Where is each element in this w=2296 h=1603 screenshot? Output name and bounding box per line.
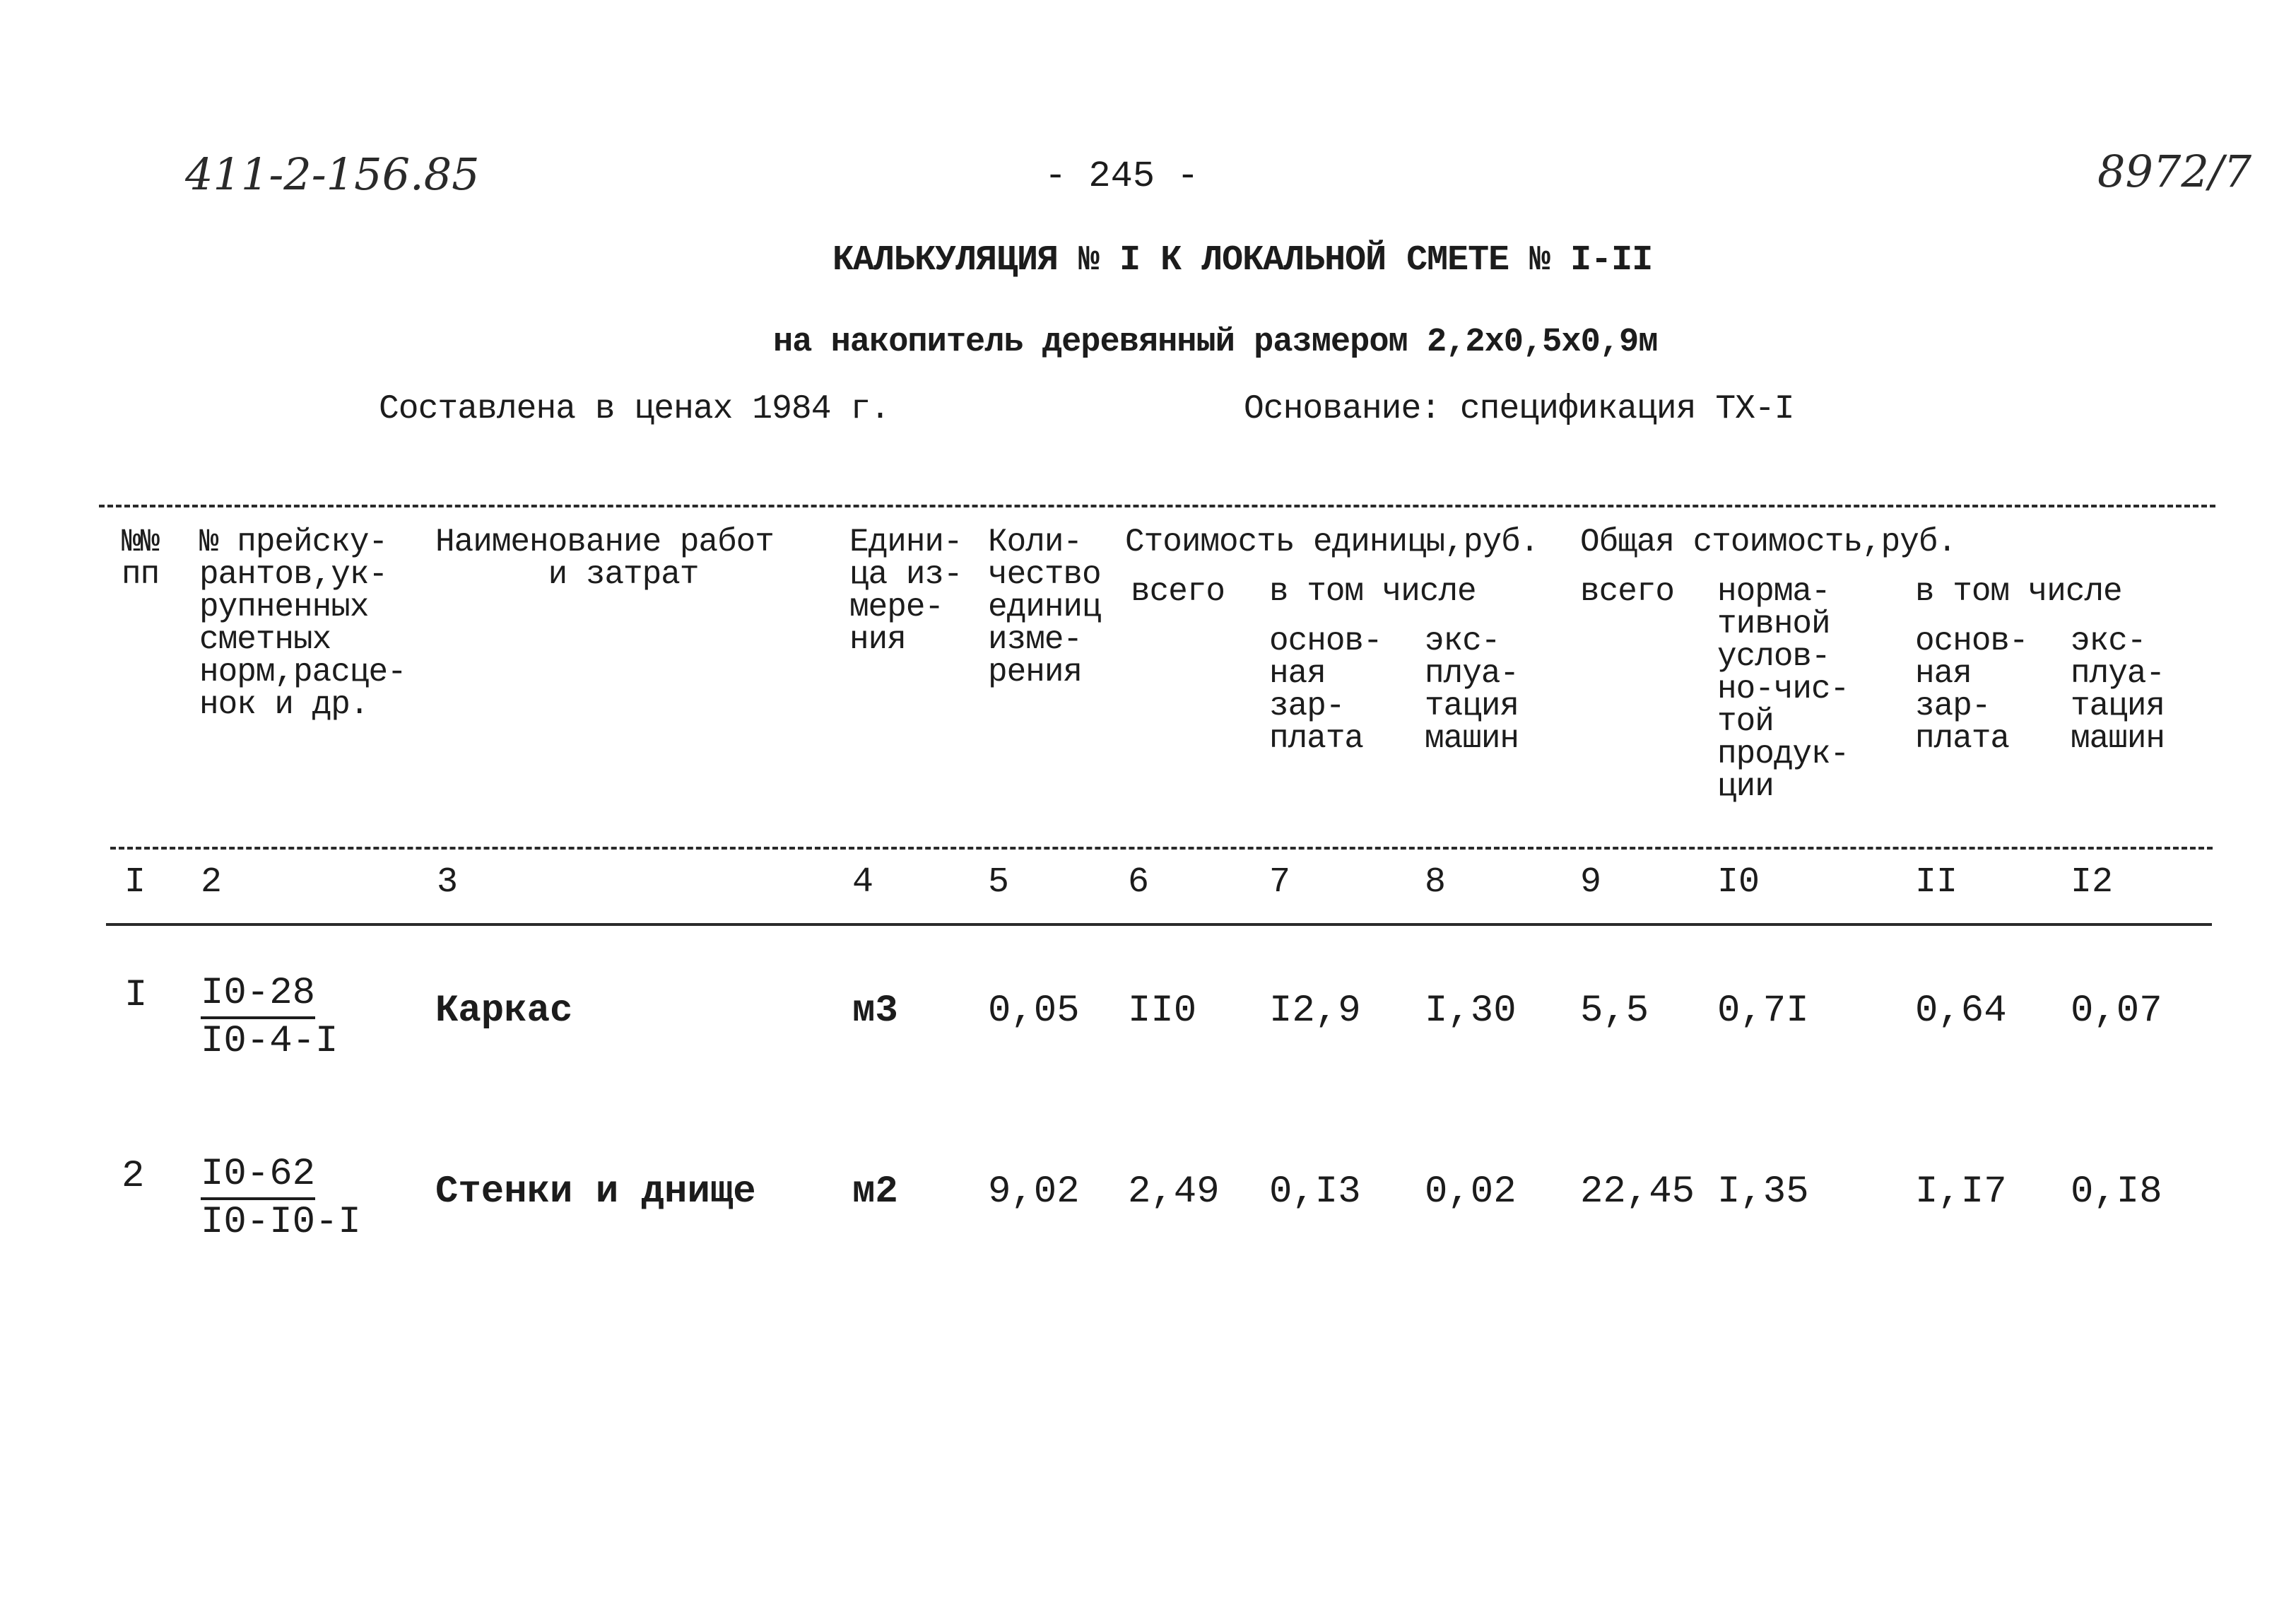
header-bottom-rule	[110, 847, 2213, 850]
price-code-top: I0-62	[201, 1152, 315, 1200]
total: 5,5	[1580, 990, 1649, 1033]
row-number: I	[124, 974, 148, 1017]
total: 22,45	[1580, 1170, 1695, 1214]
header-price-code: № прейску- рантов,ук- рупненных сметных норм,расце- нок и др.	[199, 524, 406, 723]
quantity: 0,05	[988, 990, 1080, 1033]
column-number: 5	[988, 862, 1010, 903]
column-number: I	[124, 862, 146, 903]
row-number: 2	[122, 1155, 145, 1198]
header-total-machine: экс- плуа- тация машин	[2071, 623, 2165, 757]
work-name: Стенки и днище	[435, 1170, 756, 1214]
header-unit-total: всего	[1131, 573, 1225, 610]
work-name: Каркас	[435, 990, 573, 1033]
column-number: 9	[1580, 862, 1602, 903]
total-wage: 0,64	[1915, 990, 2007, 1033]
column-number: 4	[852, 862, 874, 903]
header-unit-machine: экс- плуа- тация машин	[1425, 623, 1519, 757]
column-number: 3	[437, 862, 459, 903]
unit-machine: 0,02	[1425, 1170, 1517, 1214]
column-number: I0	[1717, 862, 1760, 903]
norm-product: 0,7I	[1717, 990, 1809, 1033]
column-number: 2	[201, 862, 223, 903]
header-unit-cost-group: Стоимость единицы,руб.	[1125, 524, 1539, 560]
basis-note: Основание: спецификация ТХ-I	[1244, 390, 1794, 428]
total-wage: I,I7	[1915, 1170, 2007, 1214]
header-total-including: в том числе	[1915, 573, 2122, 610]
page-number: - 245 -	[1044, 155, 1199, 197]
unit-total: 2,49	[1128, 1170, 1220, 1214]
sheet-code: 8972/7	[2097, 146, 2252, 197]
header-work-name: Наименование работ и затрат	[435, 524, 774, 593]
column-number: I2	[2071, 862, 2114, 903]
header-unit: Едини- ца из- мере- ния	[849, 524, 962, 658]
header-unit-wage: основ- ная зар- плата	[1269, 623, 1382, 757]
norm-product: I,35	[1717, 1170, 1809, 1214]
header-total: всего	[1580, 573, 1675, 610]
header-total-wage: основ- ная зар- плата	[1915, 623, 2028, 757]
document-title: КАЛЬКУЛЯЦИЯ № I К ЛОКАЛЬНОЙ СМЕТЕ № I-II	[832, 240, 1653, 281]
header-norm-product: норма- тивной услов- но-чис- той продук- ции	[1717, 573, 1849, 805]
unit-wage: 0,I3	[1269, 1170, 1361, 1214]
unit: м3	[852, 990, 898, 1033]
table-top-rule	[99, 505, 2215, 507]
header-unit-including: в том числе	[1269, 573, 1476, 610]
unit-wage: I2,9	[1269, 990, 1361, 1033]
price-code-top: I0-28	[201, 971, 315, 1019]
column-number: 7	[1269, 862, 1291, 903]
total-machine: 0,07	[2071, 990, 2162, 1033]
price-code	[201, 1152, 361, 1245]
header-total-cost-group: Общая стоимость,руб.	[1580, 524, 1957, 560]
prices-note: Составлена в ценах 1984 г.	[379, 390, 890, 428]
unit-total: II0	[1128, 990, 1197, 1033]
unit: м2	[852, 1170, 898, 1214]
unit-machine: I,30	[1425, 990, 1517, 1033]
column-number: 6	[1128, 862, 1150, 903]
price-code-bottom: I0-4-I	[201, 1020, 338, 1063]
column-numbers-rule	[106, 923, 2212, 926]
price-code-bottom: I0-I0-I	[201, 1201, 361, 1244]
header-row-number: №№ пп	[122, 524, 160, 593]
total-machine: 0,I8	[2071, 1170, 2162, 1214]
column-number: 8	[1425, 862, 1447, 903]
column-number: II	[1915, 862, 1958, 903]
document-code: 411-2-156.85	[185, 148, 480, 200]
price-code	[201, 971, 338, 1064]
document-subtitle: на накопитель деревянный размером 2,2х0,5х0,9м	[773, 324, 1658, 361]
quantity: 9,02	[988, 1170, 1080, 1214]
header-quantity: Коли- чество единиц изме- рения	[988, 524, 1101, 691]
